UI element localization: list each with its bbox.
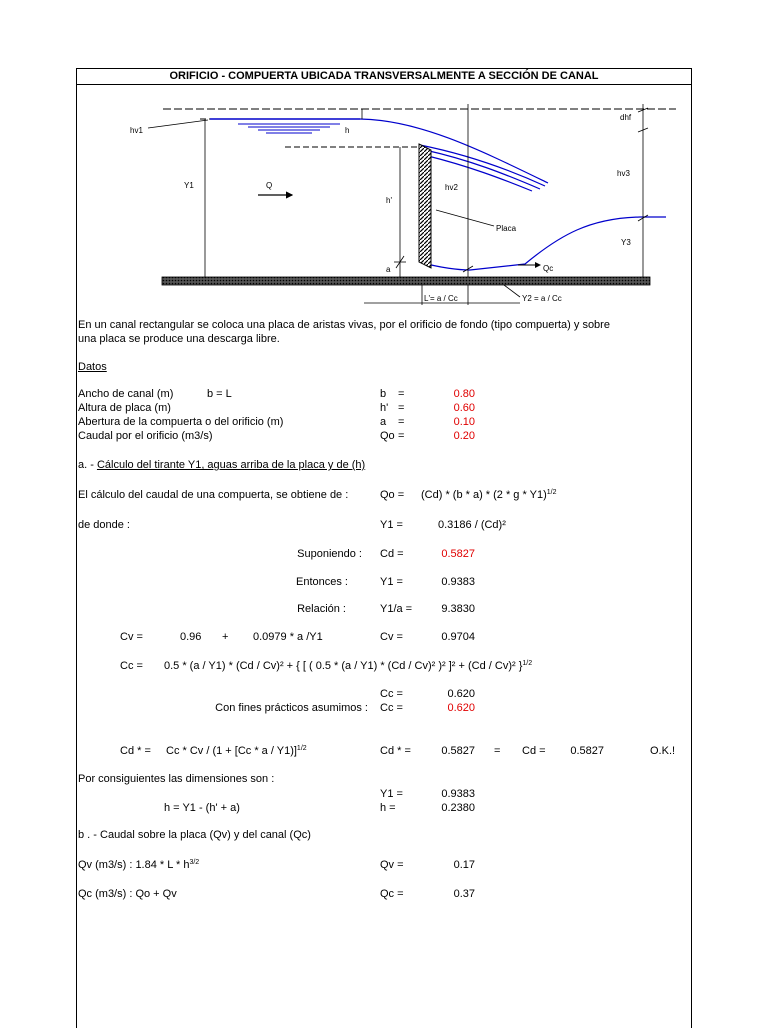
- cc-left: Cc =: [120, 660, 143, 672]
- intro-line-2: una placa se produce una descarga libre.: [78, 333, 280, 345]
- datos-sym-a: a: [380, 416, 387, 428]
- label-y2: Y2 = a / Cc: [522, 294, 562, 303]
- cc-formula-body: 0.5 * (a / Y1) * (Cd / Cv)² + { [ ( 0.5 * (a / Y1) * (Cd / Cv)² )² ]² + (Cd / Cv)² }: [164, 660, 523, 672]
- label-l-prime: L'= a / Cc: [424, 294, 458, 303]
- gate-diagram: [0, 0, 768, 320]
- cdstar-formula: [166, 745, 307, 758]
- datos-sym-b: b: [380, 388, 387, 400]
- qo-formula-body: (Cd) * (b * a) * (2 * g * Y1): [421, 489, 547, 501]
- datos-eq: =: [398, 430, 405, 442]
- cv-coef-1: 0.96: [180, 631, 202, 643]
- section-a-title: Cálculo del tirante Y1, aguas arriba de la placa y de (h): [96, 459, 366, 471]
- section-a-prefix: a. -: [78, 459, 97, 471]
- datos-sym-qo: Qo: [380, 430, 395, 442]
- datos-eq: =: [398, 402, 405, 414]
- qo-formula: [421, 489, 556, 502]
- label-h-prime: h': [386, 196, 392, 205]
- suponiendo-value: 0.5827: [441, 548, 475, 560]
- cc2-symbol: Cc =: [380, 702, 403, 714]
- h-formula: h = Y1 - (h' + a): [164, 802, 240, 814]
- cd-value: 0.5827: [570, 745, 604, 757]
- caudal-text: El cálculo del caudal de una compuerta, se obtiene de :: [78, 489, 349, 501]
- cc2-value: 0.620: [447, 702, 475, 714]
- label-placa: Placa: [496, 224, 517, 233]
- datos-val-a: 0.10: [453, 416, 475, 428]
- cv-coef-2: 0.0979 * a /Y1: [253, 631, 323, 643]
- datos-label-abertura: Abertura de la compuerta o del orificio (m): [78, 416, 284, 428]
- label-dhf: dhf: [620, 113, 632, 122]
- intro-line-1: En un canal rectangular se coloca una placa de aristas vivas, por el orificio de fondo (tipo compuerta) y sobre: [78, 319, 610, 331]
- datos-label-altura: Altura de placa (m): [78, 402, 171, 414]
- y1-formula: 0.3186 / (Cd)²: [438, 519, 506, 531]
- cdstar-formula-body: Cc * Cv / (1 + [Cc * a / Y1)]: [166, 745, 297, 757]
- datos-label-caudal: Caudal por el orificio (m3/s): [78, 430, 213, 442]
- qc-value: 0.37: [453, 888, 475, 900]
- cv-plus: +: [222, 631, 229, 643]
- cdstar-equals: =: [494, 745, 501, 757]
- qc-symbol: Qc =: [380, 888, 404, 900]
- h-symbol: h =: [380, 802, 396, 814]
- label-y1: Y1: [184, 181, 194, 190]
- datos-eq: =: [398, 416, 405, 428]
- cv-value: 0.9704: [441, 631, 475, 643]
- datos-val-b: 0.80: [453, 388, 475, 400]
- entonces-symbol: Y1 =: [380, 576, 403, 588]
- label-hv1: hv1: [130, 126, 143, 135]
- cv-symbol: Cv =: [380, 631, 403, 643]
- cdstar-left: Cd * =: [120, 745, 151, 757]
- entonces-label: Entonces :: [296, 576, 348, 588]
- final-y1-value: 0.9383: [441, 788, 475, 800]
- datos-heading: Datos: [78, 361, 107, 373]
- qo-formula-exp: 1/2: [546, 489, 557, 496]
- donde-label: de donde :: [78, 519, 130, 531]
- entonces-value: 0.9383: [441, 576, 475, 588]
- qv-label-body: Qv (m3/s) : 1.84 * L * h: [78, 859, 190, 871]
- datos-label-ancho: Ancho de canal (m): [78, 388, 174, 400]
- fines-label: Con fines prácticos asumimos :: [215, 702, 368, 714]
- datos-sym-h-prime: h': [380, 402, 389, 414]
- qv-label-exp: 3/2: [189, 859, 200, 866]
- page-title: ORIFICIO - COMPUERTA UBICADA TRANSVERSALMENTE A SECCIÓN DE CANAL: [76, 68, 692, 85]
- y1-symbol: Y1 =: [380, 519, 403, 531]
- relacion-symbol: Y1/a =: [380, 603, 413, 615]
- label-hv3: hv3: [617, 169, 630, 178]
- cdstar-formula-exp: 1/2: [296, 745, 307, 752]
- label-y3: Y3: [621, 238, 631, 247]
- cdstar-symbol: Cd * =: [380, 745, 411, 757]
- datos-val-qo: 0.20: [453, 430, 475, 442]
- relacion-value: 9.3830: [441, 603, 475, 615]
- qc-label: Qc (m3/s) : Qo + Qv: [78, 888, 177, 900]
- cd-symbol: Cd =: [522, 745, 546, 757]
- ok-label: O.K.!: [650, 745, 676, 757]
- final-y1-symbol: Y1 =: [380, 788, 403, 800]
- relacion-label: Relación :: [297, 603, 346, 615]
- qv-value: 0.17: [453, 859, 475, 871]
- cc1-symbol: Cc =: [380, 688, 403, 700]
- label-q: Q: [266, 181, 273, 190]
- datos-extra-ancho: b = L: [207, 388, 232, 400]
- suponiendo-symbol: Cd =: [380, 548, 404, 560]
- section-b-heading: b . - Caudal sobre la placa (Qv) y del canal (Qc): [78, 829, 311, 841]
- label-hv2: hv2: [445, 183, 458, 192]
- cv-left: Cv =: [120, 631, 143, 643]
- qv-symbol: Qv =: [380, 859, 404, 871]
- datos-val-h-prime: 0.60: [453, 402, 475, 414]
- cc1-value: 0.620: [447, 688, 475, 700]
- qv-label: [78, 859, 199, 872]
- label-qc: Qc: [543, 264, 554, 273]
- label-a: a: [386, 265, 391, 274]
- datos-eq: =: [398, 388, 405, 400]
- label-h: h: [345, 126, 350, 135]
- consig-text: Por consiguientes las dimensiones son :: [78, 773, 275, 785]
- qo-symbol: Qo =: [380, 489, 405, 501]
- h-value: 0.2380: [441, 802, 475, 814]
- cdstar-value: 0.5827: [441, 745, 475, 757]
- section-a-heading: [78, 459, 365, 472]
- cc-formula-exp: 1/2: [522, 660, 533, 667]
- suponiendo-label: Suponiendo :: [297, 548, 362, 560]
- cc-formula: [164, 660, 532, 673]
